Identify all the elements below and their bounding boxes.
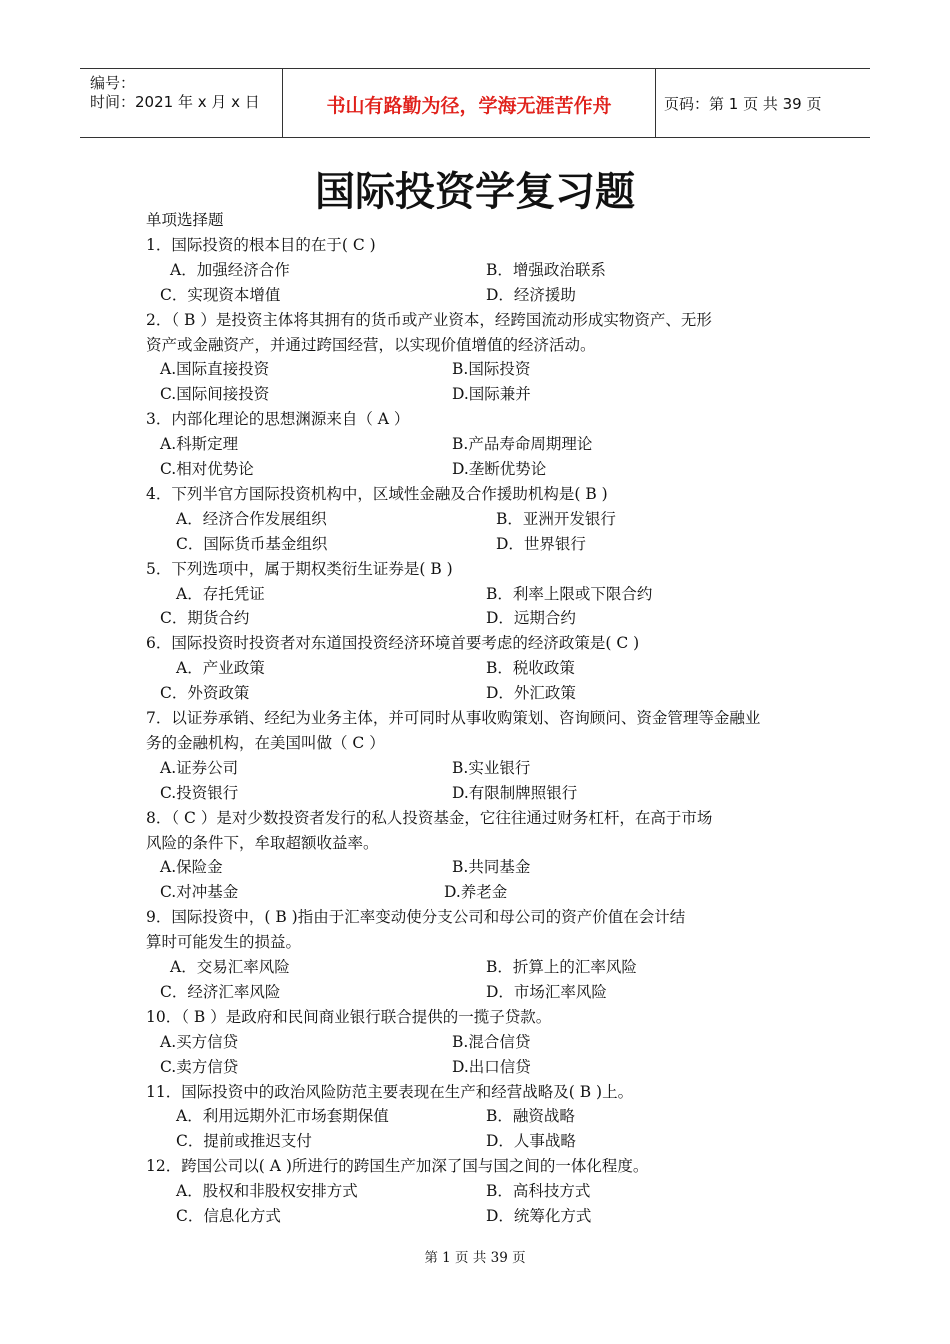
option-d: D．市场汇率风险 (486, 982, 607, 1001)
question-stem: 1．国际投资的根本目的在于( C ) (146, 235, 376, 254)
question-stem: 6．国际投资时投资者对东道国投资经济环境首要考虑的经济政策是( C ) (146, 634, 640, 653)
option-b: B.实业银行 (452, 758, 531, 777)
option-a: A.国际直接投资 (160, 360, 270, 379)
option-c: C．实现资本增值 (160, 285, 281, 304)
question-stem: 风险的条件下，牟取超额收益率。 (146, 833, 379, 852)
option-c: C.对冲基金 (160, 883, 239, 902)
option-c: C．外资政策 (160, 684, 250, 703)
page-footer: 第 1 页 共 39 页 (424, 1250, 526, 1266)
option-c: C．国际货币基金组织 (176, 534, 328, 553)
option-d: D.国际兼并 (452, 385, 531, 404)
option-b: B.国际投资 (452, 360, 531, 379)
option-b: B．增强政治联系 (486, 260, 606, 279)
doc-time-label: 时间：2021 年 x 月 x 日 (90, 93, 260, 111)
question-stem: 12．跨国公司以( A )所进行的跨国生产加深了国与国之间的一体化程度。 (146, 1157, 649, 1176)
option-d: D．远期合约 (486, 609, 576, 628)
option-d: D．世界银行 (496, 534, 586, 553)
option-d: D．人事战略 (486, 1132, 576, 1151)
motto: 书山有路勤为径，学海无涯苦作舟 (326, 95, 612, 117)
option-d: D．统筹化方式 (486, 1207, 592, 1225)
option-a: A.买方信贷 (160, 1032, 239, 1051)
page-indicator: 页码：第 1 页 共 39 页 (664, 95, 822, 113)
option-c: C.卖方信贷 (160, 1057, 239, 1076)
question-stem: 7．以证券承销、经纪为业务主体，并可同时从事收购策划、咨询顾问、资金管理等金融业 (146, 709, 761, 727)
option-b: B．折算上的汇率风险 (486, 958, 637, 976)
option-d: D．外汇政策 (486, 684, 576, 703)
question-stem: 算时可能发生的损益。 (146, 933, 302, 952)
document-header (80, 68, 870, 138)
section-heading: 单项选择题 (146, 211, 224, 229)
option-b: B．融资战略 (486, 1107, 575, 1126)
option-b: B．税收政策 (486, 659, 575, 678)
option-c: C．期货合约 (160, 609, 250, 628)
option-c: C.相对优势论 (160, 460, 254, 478)
option-b: B.产品寿命周期理论 (452, 435, 593, 454)
option-d: D.养老金 (444, 883, 508, 902)
option-b: B．高科技方式 (486, 1182, 591, 1201)
option-a: A.科斯定理 (160, 435, 239, 454)
option-a: A．股权和非股权安排方式 (176, 1182, 358, 1201)
option-b: B．利率上限或下限合约 (486, 584, 653, 603)
question-stem: 3．内部化理论的思想渊源来自（ A ） (146, 410, 410, 429)
option-c: C.投资银行 (160, 783, 239, 802)
option-a: A．经济合作发展组织 (176, 509, 327, 528)
option-c: C．信息化方式 (176, 1207, 281, 1225)
option-b: B．亚洲开发银行 (496, 509, 616, 528)
option-d: D.出口信贷 (452, 1057, 531, 1076)
option-b: B.共同基金 (452, 858, 531, 877)
option-c: C.国际间接投资 (160, 385, 270, 404)
option-a: A．利用远期外汇市场套期保值 (176, 1107, 389, 1126)
doc-number-label: 编号： (90, 74, 136, 92)
option-a: A.证券公司 (160, 758, 239, 777)
question-stem: 5．下列选项中，属于期权类衍生证券是( B ) (146, 559, 453, 578)
option-d: D.垄断优势论 (452, 460, 547, 478)
question-stem: 4．下列半官方国际投资机构中，区域性金融及合作援助机构是( B ) (146, 484, 608, 503)
header-motto-cell (282, 69, 656, 137)
option-a: A．存托凭证 (176, 584, 265, 603)
question-stem: 务的金融机构，在美国叫做（ C ） (146, 733, 385, 752)
question-stem: 10．（ B ）是政府和民间商业银行联合提供的一揽子贷款。 (146, 1007, 552, 1026)
option-a: A．交易汇率风险 (170, 958, 290, 976)
question-stem: 9．国际投资中，( B )指由于汇率变动使分支公司和母公司的资产价值在会计结 (146, 908, 686, 927)
option-d: D．经济援助 (486, 285, 576, 304)
option-c: C．经济汇率风险 (160, 982, 281, 1001)
option-a: A．产业政策 (176, 659, 265, 678)
option-d: D.有限制牌照银行 (452, 783, 578, 802)
question-stem: 2．（ B ）是投资主体将其拥有的货币或产业资本，经跨国流动形成实物资产、无形 (146, 310, 712, 329)
option-c: C．提前或推迟支付 (176, 1132, 312, 1151)
question-stem: 8．（ C ）是对少数投资者发行的私人投资基金，它往往通过财务杠杆，在高于市场 (146, 808, 713, 827)
header-page-cell (656, 69, 870, 137)
option-a: A.保险金 (160, 858, 223, 877)
header-meta-cell (80, 69, 280, 137)
option-a: A．加强经济合作 (170, 260, 290, 279)
option-b: B.混合信贷 (452, 1032, 531, 1051)
question-stem: 11．国际投资中的政治风险防范主要表现在生产和经营战略及( B )上。 (146, 1082, 634, 1101)
question-stem: 资产或金融资产，并通过跨国经营，以实现价值增值的经济活动。 (146, 335, 596, 354)
page-title: 国际投资学复习题 (315, 169, 635, 215)
